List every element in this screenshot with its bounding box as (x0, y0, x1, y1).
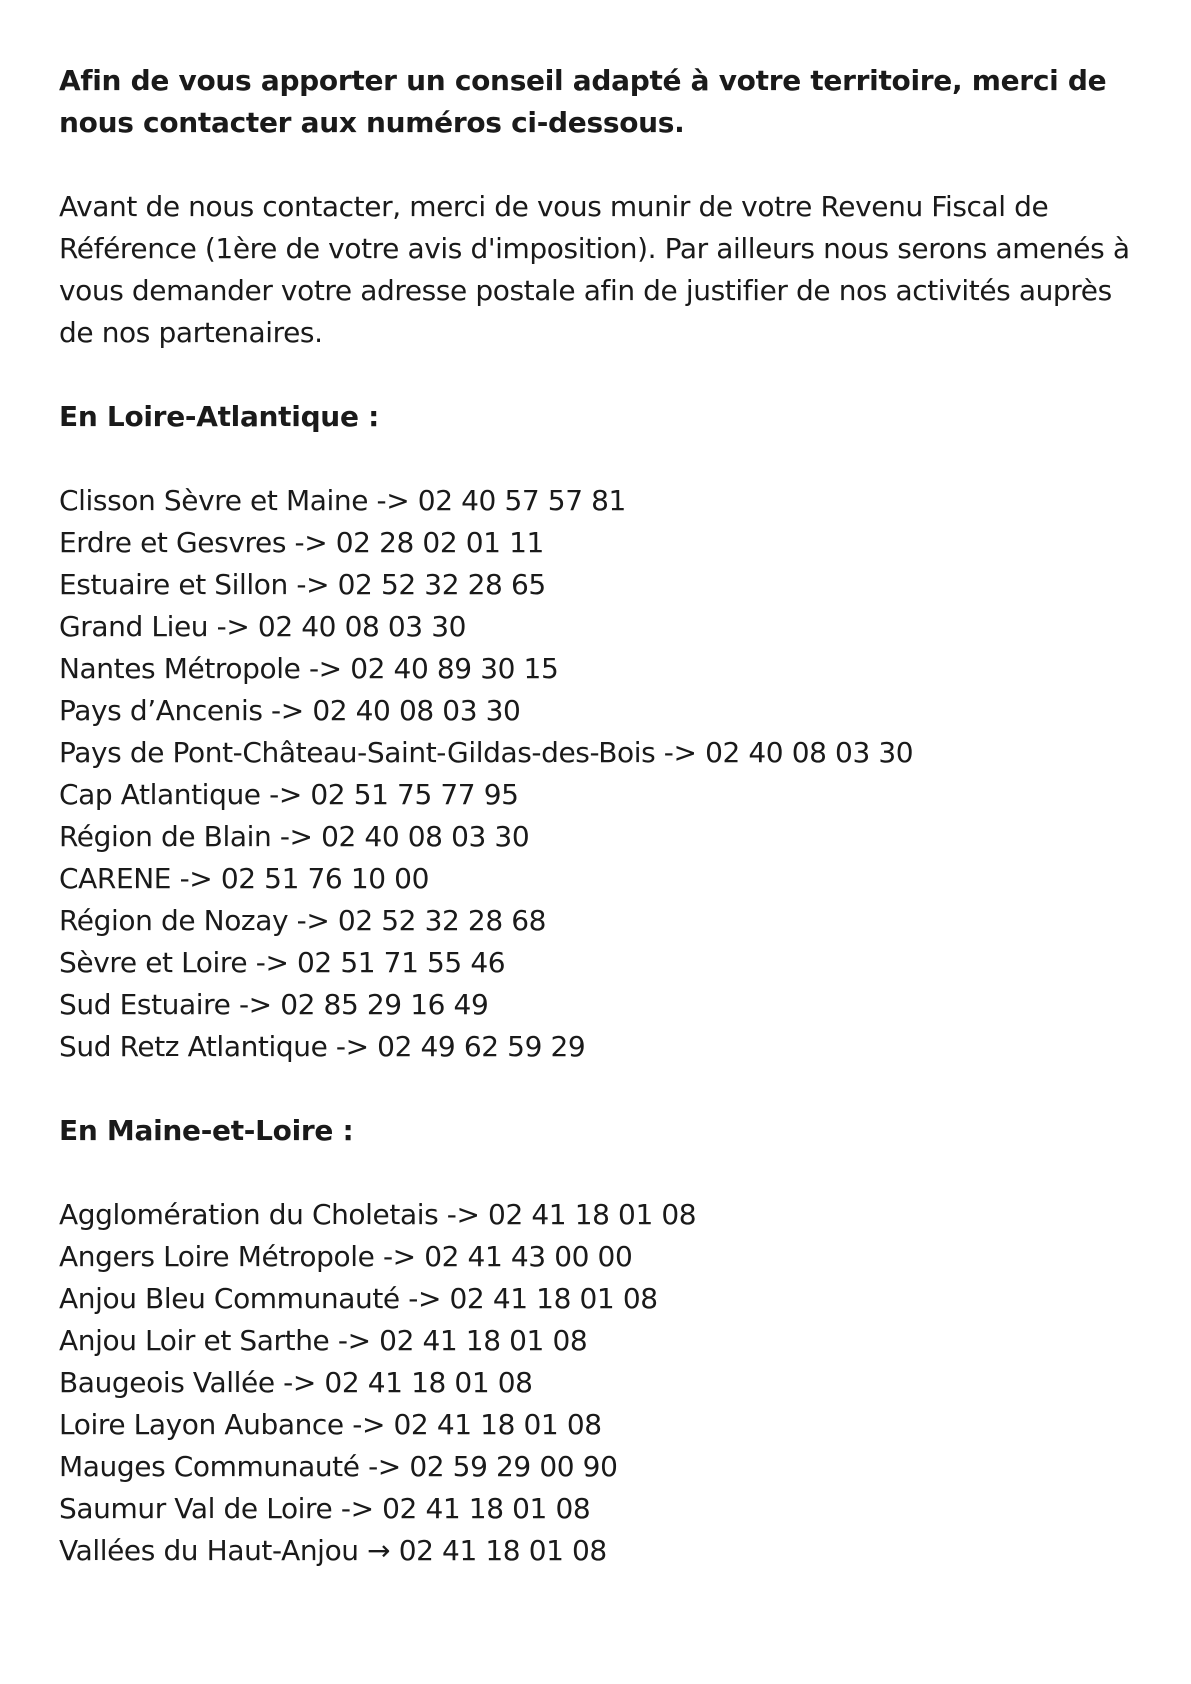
contact-list (59, 480, 1139, 1068)
list-item: Baugeois Vallée -> 02 41 18 01 08 (59, 1366, 533, 1399)
list-item: Anjou Bleu Communauté -> 02 41 18 01 08 (59, 1282, 658, 1315)
document-page (59, 60, 1139, 1614)
list-item: Sud Estuaire -> 02 85 29 16 49 (59, 988, 489, 1021)
list-item: Clisson Sèvre et Maine -> 02 40 57 57 81 (59, 484, 626, 517)
list-item: Sud Retz Atlantique -> 02 49 62 59 29 (59, 1030, 586, 1063)
section-title: En Maine-et-Loire : (59, 1114, 354, 1147)
instructions-paragraph: Avant de nous contacter, merci de vous munir de votre Revenu Fiscal de Référence (1ère de votre avis d'imposition). Par ailleurs nous serons amenés à vous demander votre adresse postale afin de justifier de nos activités auprès de nos partenaires. (59, 190, 1130, 349)
list-item: Pays de Pont-Château-Saint-Gildas-des-Bois -> 02 40 08 03 30 (59, 736, 914, 769)
list-item: Estuaire et Sillon -> 02 52 32 28 65 (59, 568, 546, 601)
list-item: Agglomération du Choletais -> 02 41 18 01 08 (59, 1198, 697, 1231)
list-item: Nantes Métropole -> 02 40 89 30 15 (59, 652, 559, 685)
list-item: Cap Atlantique -> 02 51 75 77 95 (59, 778, 519, 811)
list-item: CARENE -> 02 51 76 10 00 (59, 862, 429, 895)
list-item: Angers Loire Métropole -> 02 41 43 00 00 (59, 1240, 633, 1273)
list-item: Saumur Val de Loire -> 02 41 18 01 08 (59, 1492, 591, 1525)
contact-list (59, 1194, 1139, 1572)
section-title: En Loire-Atlantique : (59, 400, 379, 433)
intro-text: Afin de vous apporter un conseil adapté à votre territoire, merci de nous contacter aux numéros ci-dessous. (59, 64, 1107, 139)
list-item: Erdre et Gesvres -> 02 28 02 01 11 (59, 526, 544, 559)
section-loire-atlantique (59, 396, 1139, 1068)
list-item: Sèvre et Loire -> 02 51 71 55 46 (59, 946, 506, 979)
list-item: Pays d’Ancenis -> 02 40 08 03 30 (59, 694, 521, 727)
section-maine-et-loire (59, 1110, 1139, 1572)
list-item: Anjou Loir et Sarthe -> 02 41 18 01 08 (59, 1324, 588, 1357)
list-item: Vallées du Haut-Anjou → 02 41 18 01 08 (59, 1534, 607, 1567)
list-item: Région de Blain -> 02 40 08 03 30 (59, 820, 530, 853)
list-item: Loire Layon Aubance -> 02 41 18 01 08 (59, 1408, 602, 1441)
list-item: Grand Lieu -> 02 40 08 03 30 (59, 610, 467, 643)
list-item: Mauges Communauté -> 02 59 29 00 90 (59, 1450, 618, 1483)
list-item: Région de Nozay -> 02 52 32 28 68 (59, 904, 547, 937)
